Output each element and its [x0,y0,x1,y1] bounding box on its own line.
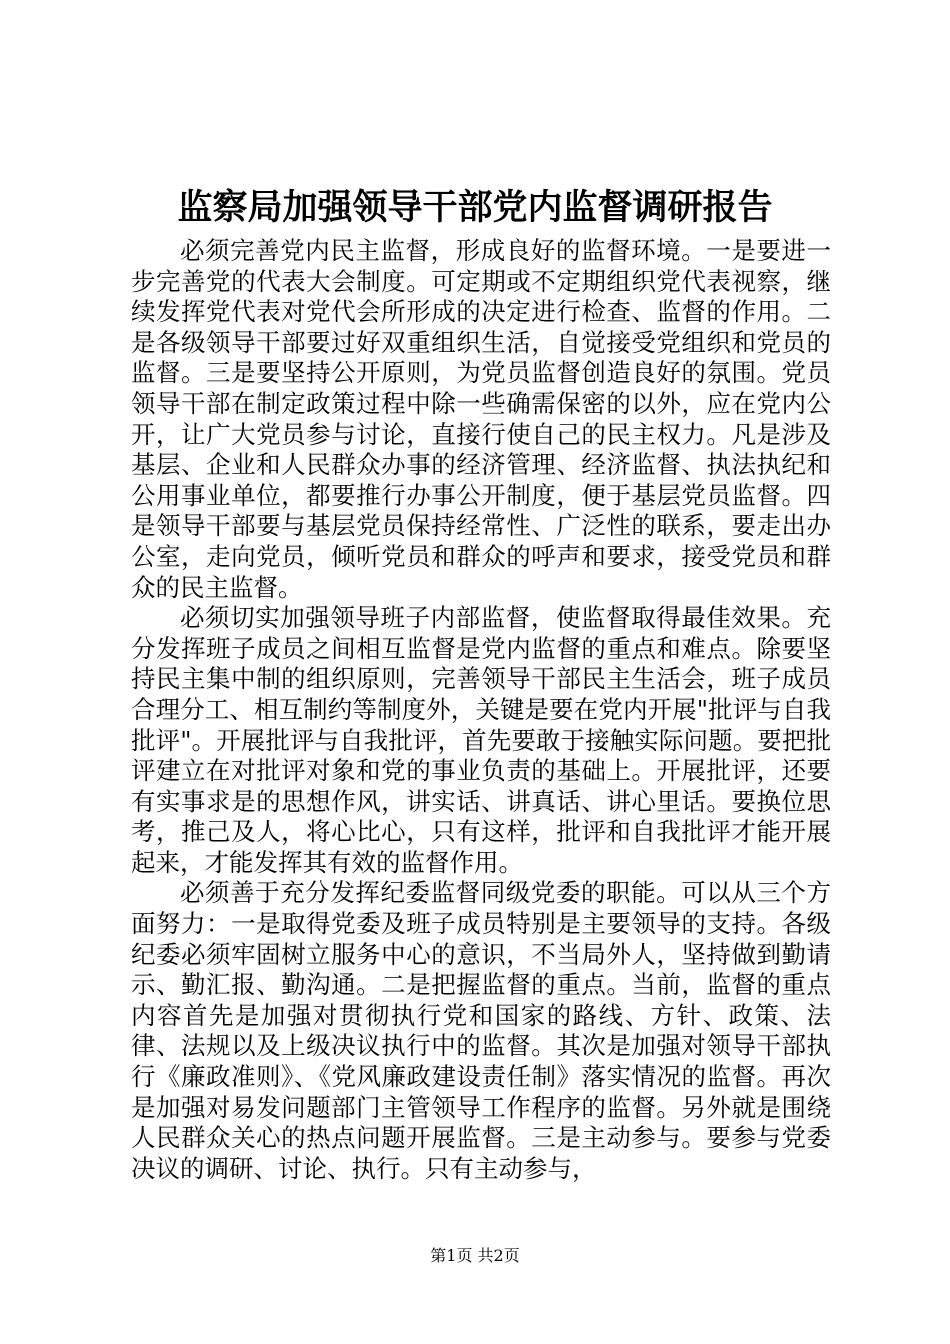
paragraph-1: 必须完善党内民主监督，形成良好的监督环境。一是要进一步完善党的代表大会制度。可定期或不定期组织党代表视察，继续发挥党代表对党代会所形成的决定进行检查、监督的作用。二是各级领导干部要过好双重组织生活，自觉接受党组织和党员的监督。三是要坚持公开原则，为党员监督创造良好的氛围。党员领导干部在制定政策过程中除一些确需保密的以外，应在党内公开，让广大党员参与讨论，直接行使自己的民主权力。凡是涉及基层、企业和人民群众办事的经济管理、经济监督、执法执纪和公用事业单位，都要推行办事公开制度，便于基层党员监督。四是领导干部要与基层党员保持经常性、广泛性的联系，要走出办公室，走向党员，倾听党员和群众的呼声和要求，接受党员和群众的民主监督。 [131,236,831,602]
paragraph-2: 必须切实加强领导班子内部监督，使监督取得最佳效果。充分发挥班子成员之间相互监督是党内监督的重点和难点。除要坚持民主集中制的组织原则，完善领导干部民主生活会，班子成员合理分工、相互制约等制度外，关键是要在党内开展"批评与自我批评"。开展批评与自我批评，首先要敢于接触实际问题。要把批评建立在对批评对象和党的事业负责的基础上。开展批评，还要有实事求是的思想作风，讲实话、讲真话、讲心里话。要换位思考，推己及人，将心比心，只有这样，批评和自我批评才能开展起来，才能发挥其有效的监督作用。 [131,603,831,877]
page-number-footer: 第1页 共2页 [430,1246,520,1265]
paragraph-3: 必须善于充分发挥纪委监督同级党委的职能。可以从三个方面努力：一是取得党委及班子成员特别是主要领导的支持。各级纪委必须牢固树立服务中心的意识，不当局外人，坚持做到勤请示、勤汇报、勤沟通。二是把握监督的重点。当前，监督的重点内容首先是加强对贯彻执行党和国家的路线、方针、政策、法律、法规以及上级决议执行中的监督。其次是加强对领导干部执行《廉政准则》、《党风廉政建设责任制》落实情况的监督。再次是加强对易发问题部门主管领导工作程序的监督。另外就是围绕人民群众关心的热点问题开展监督。三是主动参与。要参与党委决议的调研、讨论、执行。只有主动参与， [131,878,831,1183]
document-body [131,236,831,1184]
document-title: 监察局加强领导干部党内监督调研报告 [177,187,773,228]
